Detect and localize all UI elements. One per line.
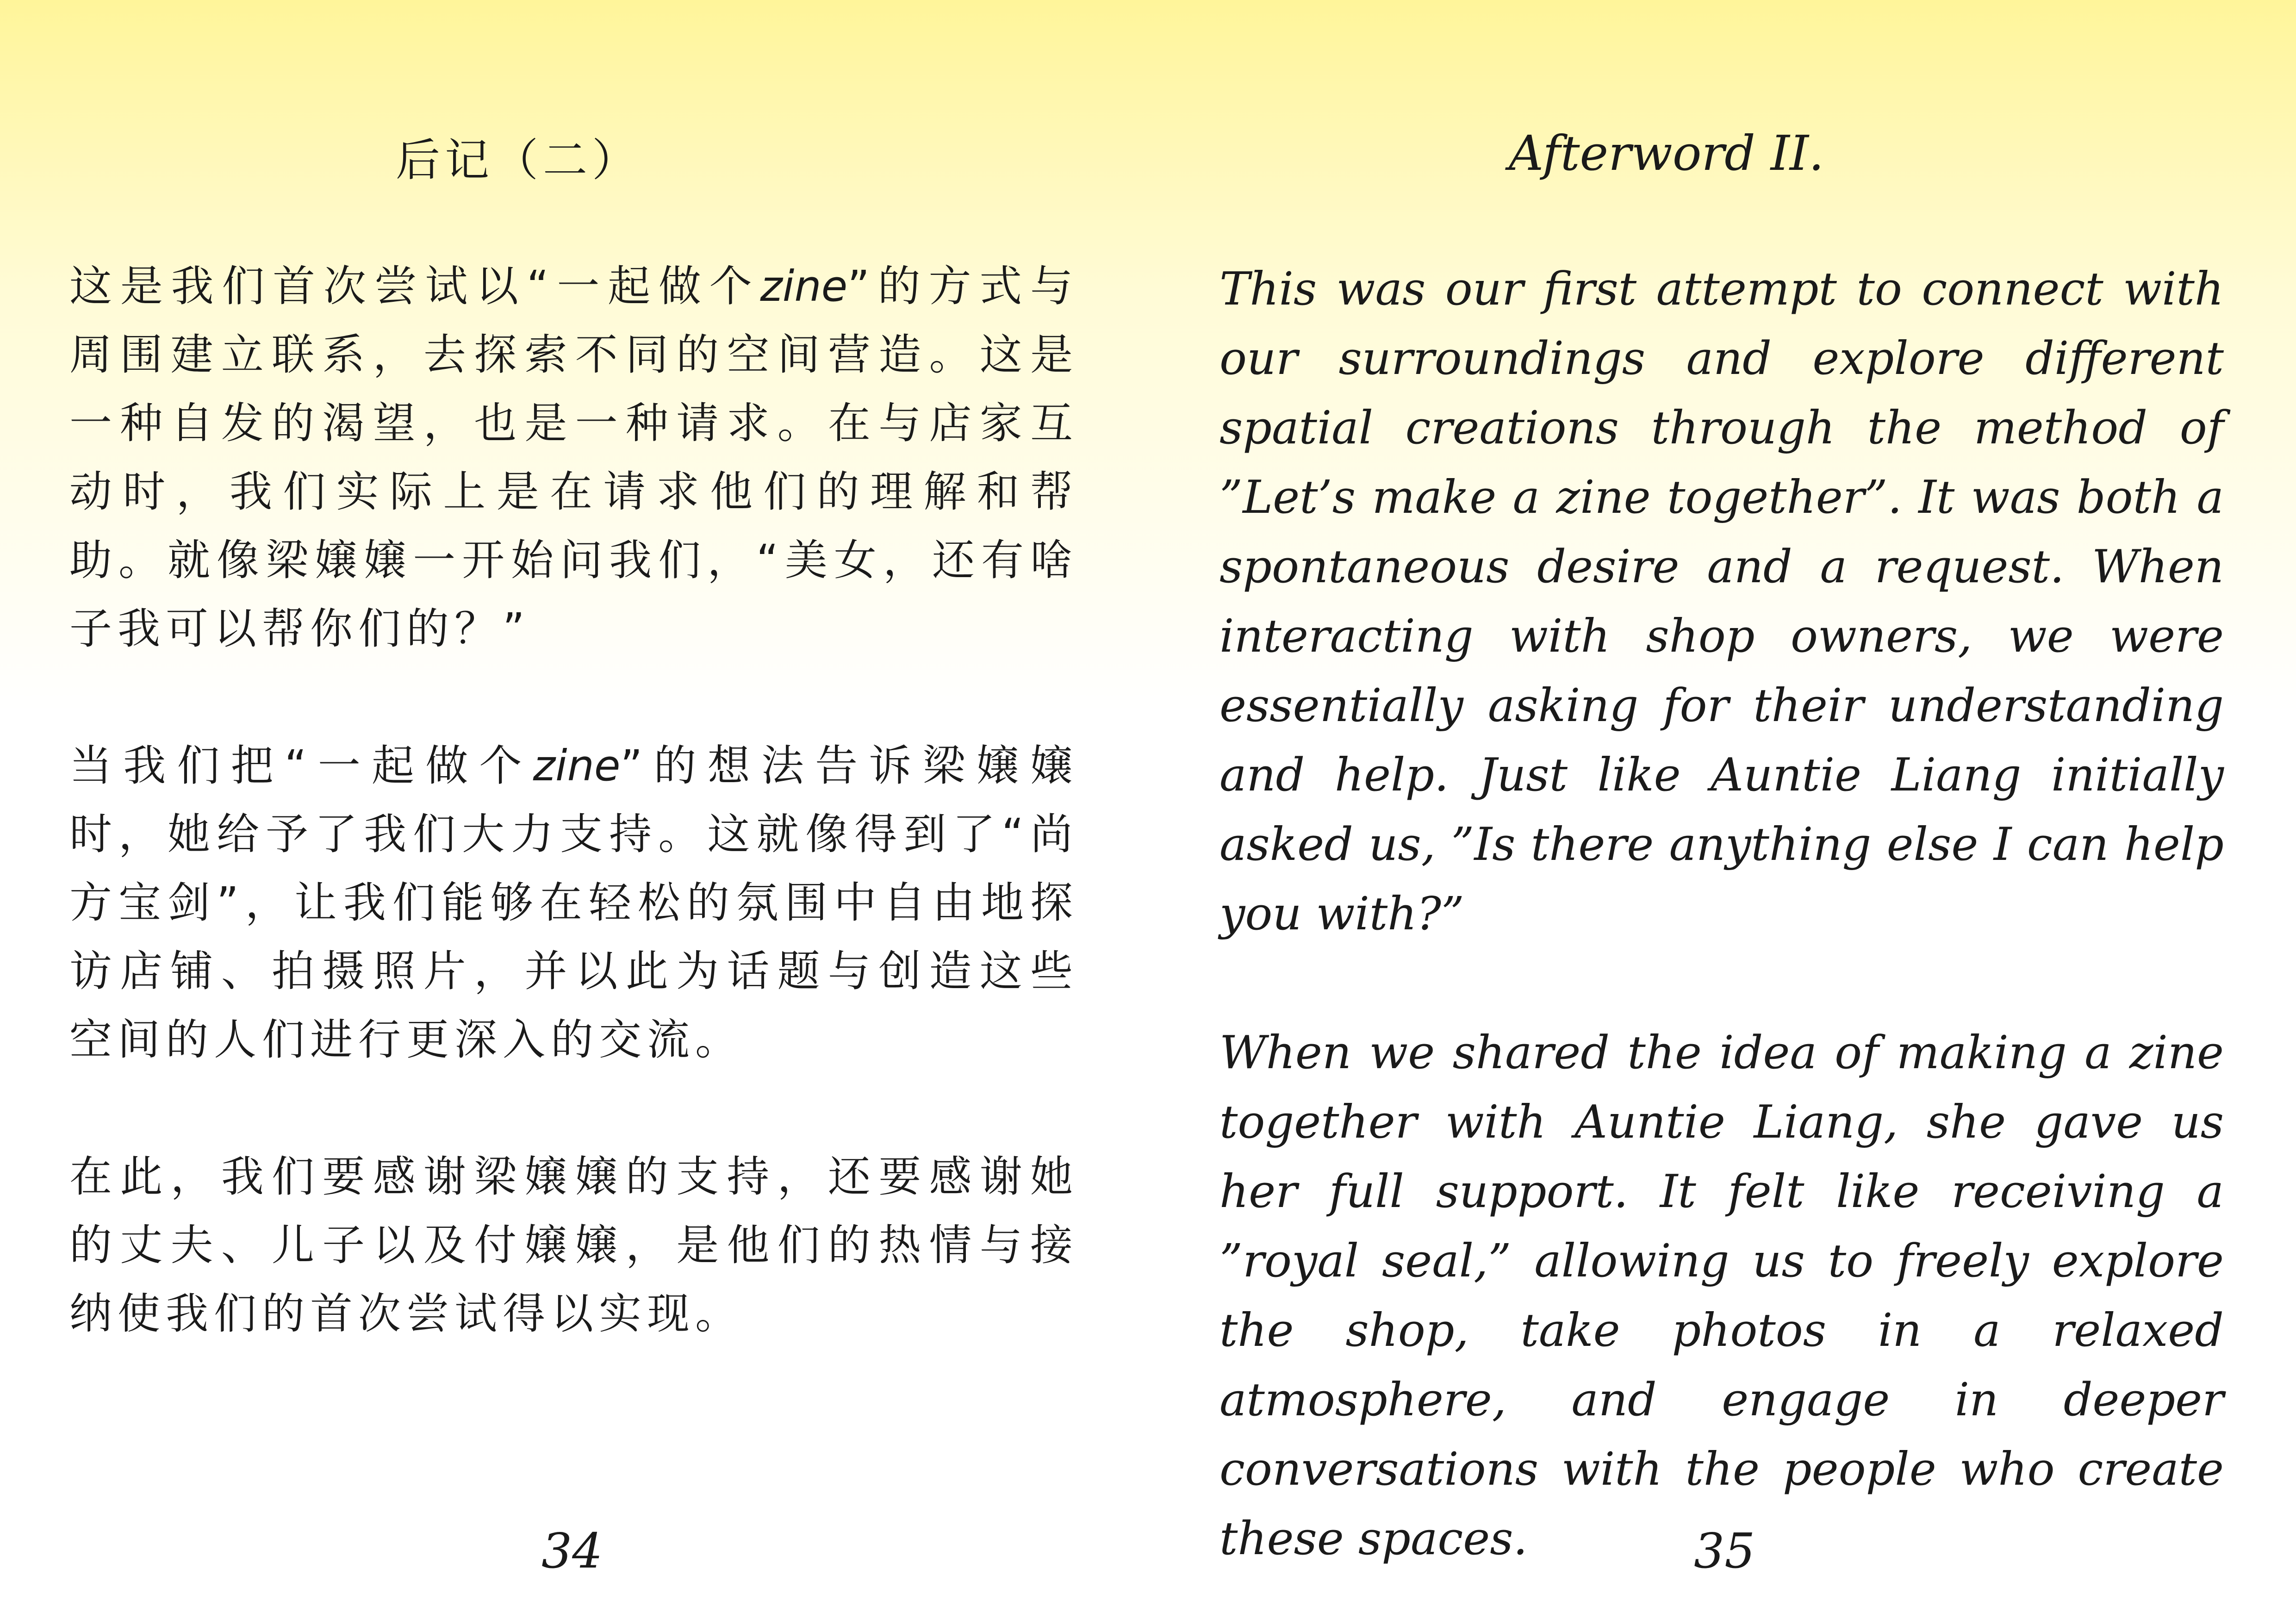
paragraph-1: [69, 252, 1078, 663]
body-text-chinese: [69, 252, 1078, 1348]
page-title-english: Afterword II.: [1508, 125, 1824, 181]
paragraph-3: 在此，我们要感谢梁嬢嬢的支持，还要感谢她的丈夫、儿子以及付嬢嬢，是他们的热情与接纳使我们的首次尝试得以实现。: [69, 1152, 1078, 1338]
english-paragraph-1: This was our first attempt to connect with our surroundings and explore different spatial creations through the method of ”Let’s make a zine together”. It was both a spontaneous desire and a request. When interacting with shop owners, we were essentially asking for their understanding and help. Just like Auntie Liang initially asked us, ”Is there anything else I can help you with?”: [1220, 263, 2224, 940]
english-paragraph-2: When we shared the idea of making a zine together with Auntie Liang, she gave us her full support. It felt like receiving a ”royal seal,” allowing us to freely explore the shop, take photos in a relaxed atmosphere, and engage in deeper conversations with the people who create these spaces.: [1220, 1027, 2224, 1565]
paragraph-1-before: 这是我们首次尝试以“一起做个: [69, 261, 760, 311]
right-page: [1148, 0, 2296, 1618]
paragraph-2-after: ”的想法告诉梁嬢嬢时，她给予了我们大力支持。这就像得到了“尚方宝剑”，让我们能够在轻松的氛围中自由地探访店铺、拍摄照片，并以此为话题与创造这些空间的人们进行更深入的交流。: [69, 741, 1078, 1064]
paragraph-1-after: ”的方式与周围建立联系，去探索不同的空间营造。这是一种自发的渴望，也是一种请求。在与店家互动时，我们实际上是在请求他们的理解和帮助。就像梁嬢嬢一开始问我们，“美女，还有啥子我可以帮你们的？”: [69, 261, 1078, 653]
paragraph-2: [69, 732, 1078, 1074]
paragraph-1-zine: zine: [760, 261, 848, 311]
page-title-chinese: 后记（二）: [396, 134, 641, 186]
paragraph-2-before: 当我们把“一起做个: [69, 741, 533, 790]
body-text-english: [1220, 255, 2224, 1574]
page-number-left: 34: [541, 1523, 603, 1579]
page-number-right: 35: [1694, 1523, 1755, 1579]
paragraph-2-zine: zine: [533, 741, 621, 790]
